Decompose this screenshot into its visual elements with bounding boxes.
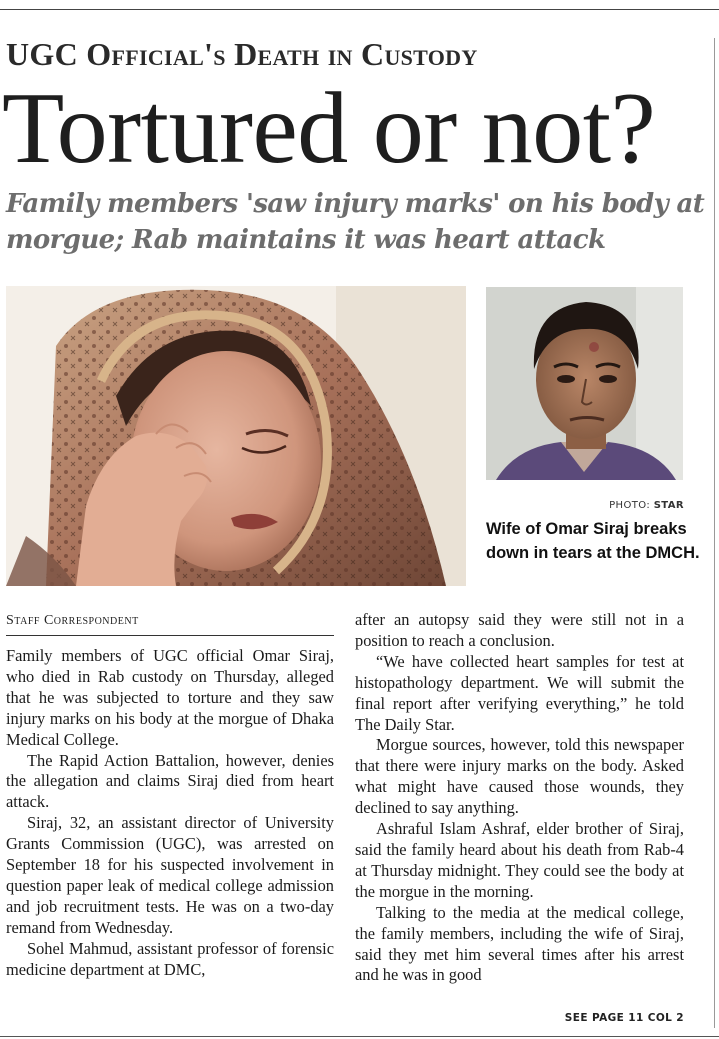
photo-caption: Wife of Omar Siraj breaks down in tears at the DMCH. bbox=[486, 520, 700, 562]
paragraph: after an autopsy said they were still not in a position to reach a conclusion. bbox=[355, 610, 684, 650]
paragraph: Sohel Mahmud, assistant professor of forensic medicine department at DMC, bbox=[6, 938, 334, 979]
grieving-woman-image bbox=[6, 286, 466, 586]
byline-rule bbox=[6, 635, 334, 636]
photo-credit bbox=[560, 500, 684, 511]
portrait-image bbox=[486, 287, 683, 480]
story-kicker: UGC Official's Death in Custody bbox=[6, 36, 478, 72]
bottom-rule bbox=[0, 1036, 719, 1037]
paragraph: The Rapid Action Battalion, however, denies the allegation and claims Siraj died from heart attack. bbox=[6, 750, 334, 812]
paragraph: Talking to the media at the medical college, the family members, including the wife of Siraj, said they met him several times after his arrest and he was in good bbox=[355, 902, 684, 985]
article-column-1 bbox=[6, 646, 334, 981]
inset-portrait-omar-siraj bbox=[486, 287, 683, 480]
paragraph: Ashraful Islam Ashraf, elder brother of Siraj, said the family heard about his death from Rab-4 at Thursday midnight. They could see the body at the morgue in the morning. bbox=[355, 819, 684, 901]
paragraph: “We have collected heart samples for test at histopathology department. We will submit the final report after verifying everything,” he told The Daily Star. bbox=[355, 651, 684, 734]
subheadline: Family members 'saw injury marks' on his body at morgue; Rab maintains it was heart attack bbox=[6, 189, 705, 255]
photo-credit-label: PHOTO: bbox=[609, 500, 654, 511]
right-column-rule bbox=[714, 38, 715, 1028]
byline: Staff Correspondent bbox=[6, 613, 139, 628]
main-photo-grieving-wife bbox=[6, 286, 466, 586]
paragraph: Morgue sources, however, told this newspaper that there were injury marks on the body. Asked what might have caused those wounds, they declined to say anything. bbox=[355, 735, 684, 818]
paragraph: Siraj, 32, an assistant director of University Grants Commission (UGC), was arrested on September 18 for his suspected involvement in question paper leak of medical college admission and job recruitment tests. He was on a two-day remand from Wednesday. bbox=[6, 813, 334, 937]
article-column-2 bbox=[355, 610, 684, 986]
paragraph: Family members of UGC official Omar Siraj, who died in Rab custody on Thursday, alleged that he was subjected to torture and they saw injury marks on his body at the morgue of Dhaka Medical College. bbox=[6, 646, 334, 749]
continued-on-page-jump: SEE PAGE 11 COL 2 bbox=[564, 1012, 684, 1024]
headline: Tortured or not? bbox=[2, 72, 656, 185]
top-rule bbox=[0, 9, 719, 10]
photo-credit-source: STAR bbox=[653, 500, 684, 511]
